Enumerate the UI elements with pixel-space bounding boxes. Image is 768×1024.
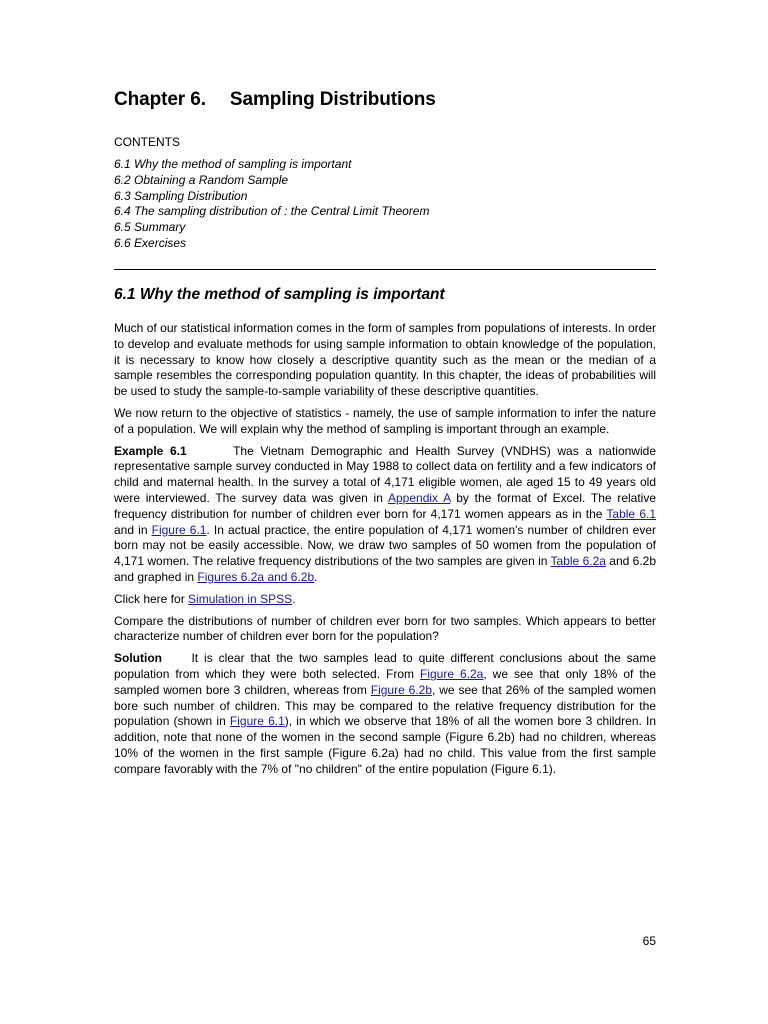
toc-item-6-6: 6.6 Exercises: [114, 235, 187, 250]
contents-heading: CONTENTS: [114, 135, 180, 149]
example-text-2: by the format of Excel. The relative frequency distribution for number of children ever born for 4,171 women appears as in the: [114, 490, 657, 521]
solution-text-1: It is clear that the two samples lead to quite different conclusions about the same population from which they were both selected. From: [114, 651, 656, 681]
figure-6-2a-link[interactable]: Figure 6.2a: [420, 666, 484, 681]
simulation-spss-link[interactable]: Simulation in SPSS: [188, 591, 293, 606]
appendix-a-link[interactable]: Appendix A: [388, 490, 451, 505]
toc-item-6-1: 6.1 Why the method of sampling is important: [114, 157, 352, 171]
horizontal-divider: [114, 269, 656, 270]
section-heading: 6.1 Why the method of sampling is important: [114, 286, 445, 303]
paragraph-example: [114, 444, 656, 586]
solution-text-3: , we see that 26% of the sampled women bore such number of children. This may be compared to the relative frequency distribution for the population (shown in: [114, 682, 657, 729]
toc-item-6-2: 6.2 Obtaining a Random Sample: [114, 172, 289, 187]
figure-6-1-link-solution[interactable]: Figure 6.1: [229, 714, 285, 729]
chapter-title: [114, 89, 436, 111]
example-label: Example 6.1: [114, 443, 187, 458]
table-of-contents: [114, 157, 429, 252]
figure-6-1-link[interactable]: Figure 6.1: [151, 522, 207, 537]
figure-6-2b-link[interactable]: Figure 6.2b: [370, 682, 433, 697]
example-text-1: The Vietnam Demographic and Health Survey (VNDHS) was a nationwide representative sample survey conducted in May 1988 to collect data on fertility and a few indicators of child and maternal health. In the survey a total of 4,171 eligible women, ale aged 15 to 49 years old were interviewed. The survey data was given in: [114, 443, 656, 505]
solution-text-4: ), in which we observe that 18% of all the women bore 3 children. In addition, note that none of the women in the second sample (Figure 6.2b) had no children, whereas 10% of the women in the first sample (Figure 6.2a) had no child. This value from the first sample compare favorably with the 7% of "no children" of the entire population (Figure 6.1).: [114, 714, 657, 776]
solution-text-2: , we see that only 18% of the sampled women bore 3 children, whereas from: [114, 666, 656, 697]
paragraph-intro: Much of our statistical information comes in the form of samples from populations of interests. In order to develop and evaluate methods for using sample information to obtain knowledge of the population, it is necessary to know how closely a descriptive quantity such as the mean or the median of a sample resembles the corresponding population quantity. In this chapter, the ideas of probabilities will be used to study the sample-to-sample variability of these descriptive quantities.: [114, 321, 656, 399]
body-text: [114, 321, 656, 784]
toc-item-6-5: 6.5 Summary: [114, 220, 186, 235]
table-6-1-link[interactable]: Table 6.1: [606, 506, 656, 521]
simulation-text-1: Click here for: [114, 591, 189, 606]
paragraph-question: Compare the distributions of number of children ever born for two samples. Which appears to better characterize number of children ever born for the population?: [114, 613, 656, 644]
example-text-4: . In actual practice, the entire population of 4,171 women's number of children ever born may not be easily accessible. Now, we draw two samples of 50 women from the population of 4,171 women. The relative frequency distributions of the two samples are given in: [114, 522, 656, 569]
toc-item-6-4: 6.4 The sampling distribution of : the Central Limit Theorem: [114, 204, 430, 219]
chapter-number: Chapter 6.: [114, 89, 206, 110]
example-text-3: and in: [114, 522, 152, 537]
chapter-name: Sampling Distributions: [229, 89, 436, 110]
table-6-2a-link[interactable]: Table 6.2a: [550, 554, 606, 569]
document-page: [114, 0, 656, 1024]
page-number: 65: [642, 934, 656, 948]
paragraph-simulation: [114, 592, 656, 608]
example-text-5: and 6.2b and graphed in: [114, 554, 656, 584]
toc-item-6-3: 6.3 Sampling Distribution: [114, 188, 248, 203]
simulation-text-2: .: [292, 591, 296, 606]
paragraph-objective: We now return to the objective of statistics - namely, the use of sample information to infer the nature of a population. We will explain why the method of sampling is important through an example.: [114, 405, 656, 436]
solution-label: Solution: [114, 651, 162, 666]
paragraph-solution: [114, 651, 656, 777]
example-text-6: .: [314, 569, 318, 584]
figures-6-2a-6-2b-link[interactable]: Figures 6.2a and 6.2b: [197, 569, 315, 584]
